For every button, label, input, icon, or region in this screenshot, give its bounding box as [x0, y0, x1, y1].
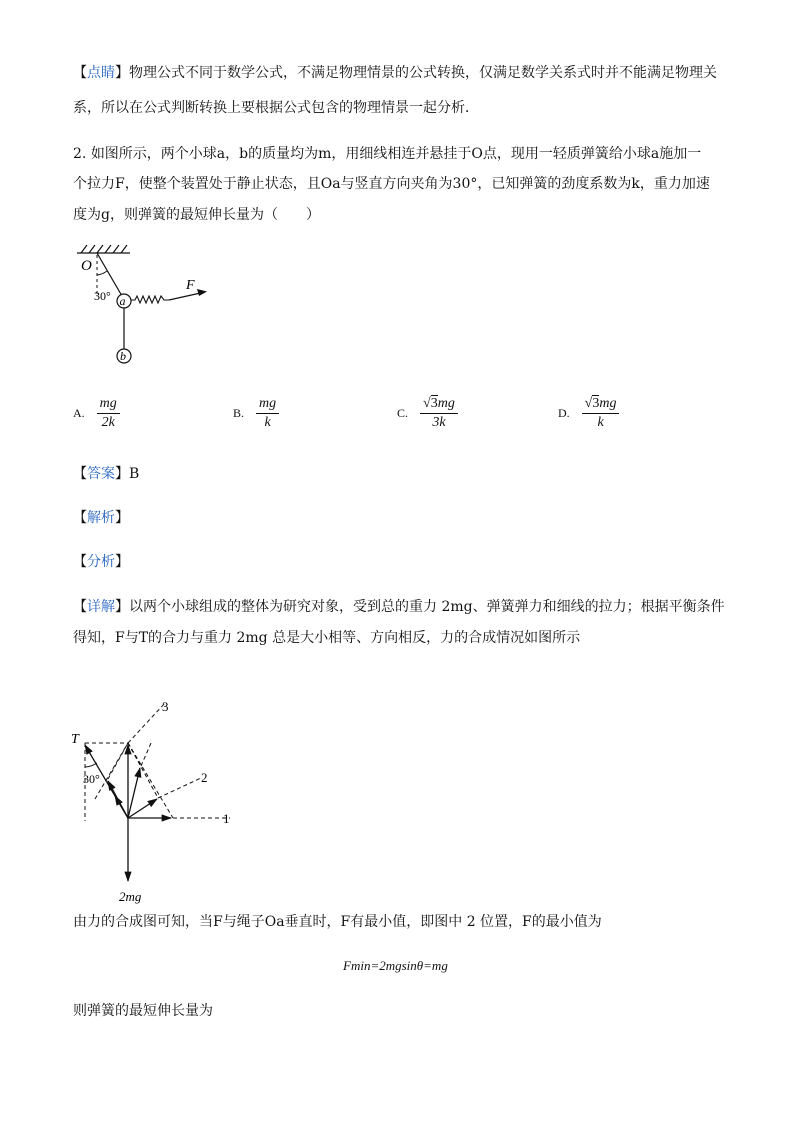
- option-a-num: mg: [97, 396, 120, 414]
- label-angle-30: 30°: [94, 289, 111, 303]
- xiangjie-line-1: [73, 597, 725, 617]
- dashed-construction-lines: [85, 703, 230, 821]
- figure-spring-balls: [75, 243, 215, 373]
- option-b-label: B.: [233, 406, 245, 420]
- formula-fmin: Fmin=2mgsinθ=mg: [343, 958, 448, 973]
- vector-t-low: [115, 796, 128, 818]
- label-b: b: [120, 349, 126, 363]
- label-2: 2: [201, 770, 208, 785]
- option-a-fraction: [97, 396, 120, 431]
- option-d-num-text: mg: [599, 396, 617, 411]
- option-d-label: D.: [558, 406, 570, 420]
- dianjing-tag: 【点睛】: [73, 65, 129, 81]
- label-3: 3: [162, 699, 169, 714]
- question-number: 2.: [73, 146, 87, 162]
- option-b-num: mg: [256, 396, 279, 414]
- conclusion-line-1: 由力的合成图可知，当F与绳子Oa垂直时，F有最小值，即图中 2 位置，F的最小值为: [73, 914, 602, 930]
- figure-force-diagram: [65, 693, 255, 908]
- dianjing-line-1: [73, 63, 717, 83]
- label-f: F: [186, 278, 195, 293]
- option-c-label: C.: [397, 406, 409, 420]
- answer-line: [73, 464, 139, 484]
- option-d-den: k: [597, 415, 604, 430]
- sqrt-sign: √3: [584, 396, 600, 411]
- ceiling: [77, 245, 130, 253]
- question-line-3: 度为g，则弹簧的最短伸长量为（ ）: [73, 207, 320, 223]
- option-c-den: 3k: [432, 415, 446, 430]
- option-a-label: A.: [73, 406, 85, 420]
- sqrt-sign: √3: [423, 396, 438, 411]
- xiangjie-tag: 【详解】: [73, 599, 129, 615]
- label-1: 1: [223, 811, 230, 826]
- option-d[interactable]: [558, 396, 619, 431]
- jiexi-tag: 【解析】: [73, 510, 129, 526]
- label-2mg: 2mg: [119, 889, 142, 904]
- fenxi-line: [73, 552, 129, 572]
- answer-tag: 【答案】: [73, 466, 129, 482]
- dianjing-text-1: 物理公式不同于数学公式，不满足物理情景的公式转换，仅满足数学关系式时并不能满足物理关: [129, 65, 717, 81]
- jiexi-line: [73, 508, 129, 528]
- option-d-fraction: [582, 396, 620, 431]
- force-f-arrowhead: [197, 289, 207, 296]
- question-line-1: [73, 144, 701, 164]
- option-a-den: 2k: [101, 415, 115, 430]
- question-text-1: 如图所示，两个小球a，b的质量均为m，用细线相连并悬挂于O点，现用一轻质弹簧给小球a施加一: [90, 146, 702, 162]
- conclusion-line-2: 则弹簧的最短伸长量为: [73, 1003, 213, 1019]
- option-b-den: k: [264, 415, 271, 430]
- option-c[interactable]: [397, 396, 458, 431]
- fenxi-tag: 【分析】: [73, 554, 129, 570]
- question-line-2: 个拉力F，使整个装置处于静止状态，且Oa与竖直方向夹角为30°，已知弹簧的劲度系数为k，重力加速: [73, 176, 710, 192]
- option-c-radicand: 3: [430, 396, 438, 411]
- angle-arc-30: [85, 763, 97, 767]
- label-angle-30-b: 30°: [83, 772, 100, 786]
- force-vectors: [85, 745, 171, 881]
- dianjing-line-2: 系，所以在公式判断转换上要根据公式包含的物理情景一起分析．: [73, 100, 479, 116]
- option-d-radicand: 3: [592, 396, 600, 411]
- answer-value: B: [129, 466, 140, 482]
- xiangjie-text-1: 以两个小球组成的整体为研究对象，受到总的重力 2mg、弹簧弹力和细线的拉力；根据平衡条件: [129, 599, 725, 615]
- option-a[interactable]: [73, 396, 120, 431]
- label-a: a: [119, 294, 126, 308]
- option-c-fraction: [420, 396, 458, 431]
- label-t: T: [71, 732, 79, 747]
- option-c-num: [420, 396, 458, 414]
- vector-3: [128, 768, 140, 818]
- option-b[interactable]: [233, 396, 279, 431]
- option-c-num-text: mg: [437, 396, 455, 411]
- label-o: O: [81, 258, 92, 274]
- angle-arc: [97, 271, 107, 275]
- xiangjie-line-2: 得知，F与T的合力与重力 2mg 总是大小相等、方向相反，力的合成情况如图所示: [73, 630, 581, 646]
- option-b-fraction: [256, 396, 279, 431]
- spring: [131, 296, 169, 303]
- option-d-num: [582, 396, 620, 414]
